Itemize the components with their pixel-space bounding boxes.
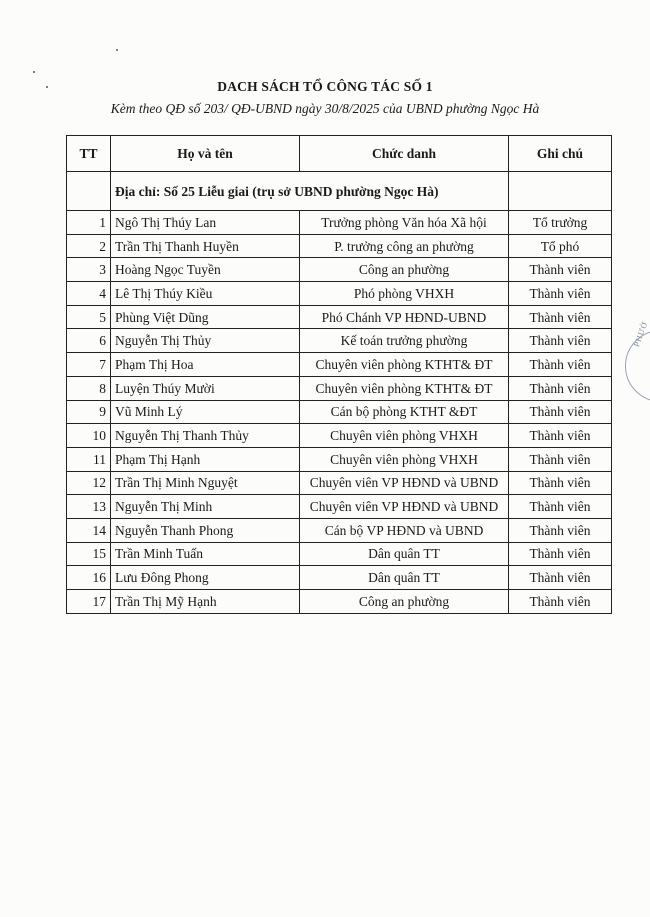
cell-name: Trần Thị Minh Nguyệt xyxy=(111,471,300,495)
stamp-text: PHƯỜ xyxy=(632,320,650,349)
cell-name: Phạm Thị Hạnh xyxy=(111,447,300,471)
table-header-row xyxy=(67,136,612,172)
cell-name: Lưu Đông Phong xyxy=(111,566,300,590)
cell-role: Trưởng phòng Văn hóa Xã hội xyxy=(300,211,509,235)
cell-role: Chuyên viên phòng VHXH xyxy=(300,424,509,448)
table-row xyxy=(67,376,612,400)
address-text: Địa chỉ: Số 25 Liễu giai (trụ sở UBND phường Ngọc Hà) xyxy=(111,172,509,211)
cell-tt: 4 xyxy=(67,282,111,306)
table-row xyxy=(67,329,612,353)
cell-role: Công an phường xyxy=(300,590,509,614)
cell-role: Phó Chánh VP HĐND-UBND xyxy=(300,305,509,329)
scan-speck xyxy=(33,71,35,73)
cell-note: Tổ trưởng xyxy=(509,211,612,235)
cell-tt: 8 xyxy=(67,376,111,400)
address-empty-cell xyxy=(67,172,111,211)
header-name: Họ và tên xyxy=(111,136,300,172)
table-row xyxy=(67,258,612,282)
cell-name: Nguyễn Thị Thủy xyxy=(111,329,300,353)
cell-name: Nguyễn Thanh Phong xyxy=(111,518,300,542)
cell-note: Thành viên xyxy=(509,447,612,471)
header-note: Ghi chú xyxy=(509,136,612,172)
cell-tt: 7 xyxy=(67,353,111,377)
cell-note: Tổ phó xyxy=(509,234,612,258)
cell-role: Dân quân TT xyxy=(300,542,509,566)
cell-tt: 17 xyxy=(67,590,111,614)
member-table xyxy=(66,135,612,614)
cell-note: Thành viên xyxy=(509,376,612,400)
address-empty-note xyxy=(509,172,612,211)
cell-tt: 3 xyxy=(67,258,111,282)
cell-name: Trần Thị Thanh Huyền xyxy=(111,234,300,258)
table-row xyxy=(67,234,612,258)
header-role: Chức danh xyxy=(300,136,509,172)
cell-tt: 12 xyxy=(67,471,111,495)
cell-note: Thành viên xyxy=(509,471,612,495)
table-row xyxy=(67,542,612,566)
cell-tt: 2 xyxy=(67,234,111,258)
table-row xyxy=(67,518,612,542)
cell-note: Thành viên xyxy=(509,590,612,614)
cell-name: Trần Thị Mỹ Hạnh xyxy=(111,590,300,614)
cell-name: Luyện Thúy Mười xyxy=(111,376,300,400)
table-row xyxy=(67,282,612,306)
cell-note: Thành viên xyxy=(509,495,612,519)
cell-role: Chuyên viên phòng VHXH xyxy=(300,447,509,471)
cell-role: Cán bộ VP HĐND và UBND xyxy=(300,518,509,542)
cell-role: Chuyên viên VP HĐND và UBND xyxy=(300,471,509,495)
document-subtitle: Kèm theo QĐ số 203/ QĐ-UBND ngày 30/8/2025 của UBND phường Ngọc Hà xyxy=(110,101,540,116)
cell-role: Phó phòng VHXH xyxy=(300,282,509,306)
table-row xyxy=(67,424,612,448)
cell-note: Thành viên xyxy=(509,353,612,377)
table-row xyxy=(67,566,612,590)
cell-role: Công an phường xyxy=(300,258,509,282)
table-row xyxy=(67,211,612,235)
address-row xyxy=(67,172,612,211)
cell-tt: 1 xyxy=(67,211,111,235)
cell-tt: 16 xyxy=(67,566,111,590)
cell-name: Ngô Thị Thúy Lan xyxy=(111,211,300,235)
cell-role: Chuyên viên VP HĐND và UBND xyxy=(300,495,509,519)
cell-name: Nguyễn Thị Thanh Thủy xyxy=(111,424,300,448)
cell-name: Vũ Minh Lý xyxy=(111,400,300,424)
cell-note: Thành viên xyxy=(509,542,612,566)
cell-name: Phùng Việt Dũng xyxy=(111,305,300,329)
cell-role: Dân quân TT xyxy=(300,566,509,590)
table-row xyxy=(67,471,612,495)
table-row xyxy=(67,353,612,377)
cell-name: Phạm Thị Hoa xyxy=(111,353,300,377)
table-row xyxy=(67,400,612,424)
scan-speck xyxy=(116,49,118,51)
document-title: DACH SÁCH TỔ CÔNG TÁC SỐ 1 xyxy=(217,79,433,94)
cell-name: Hoàng Ngọc Tuyền xyxy=(111,258,300,282)
cell-note: Thành viên xyxy=(509,400,612,424)
cell-role: Chuyên viên phòng KTHT& ĐT xyxy=(300,353,509,377)
table-row xyxy=(67,447,612,471)
table-row xyxy=(67,305,612,329)
cell-name: Lê Thị Thúy Kiều xyxy=(111,282,300,306)
header-tt: TT xyxy=(67,136,111,172)
cell-tt: 6 xyxy=(67,329,111,353)
table-row xyxy=(67,495,612,519)
cell-name: Trần Minh Tuấn xyxy=(111,542,300,566)
cell-tt: 9 xyxy=(67,400,111,424)
cell-name: Nguyễn Thị Minh xyxy=(111,495,300,519)
cell-tt: 11 xyxy=(67,447,111,471)
cell-note: Thành viên xyxy=(509,305,612,329)
cell-note: Thành viên xyxy=(509,566,612,590)
cell-role: Chuyên viên phòng KTHT& ĐT xyxy=(300,376,509,400)
cell-tt: 5 xyxy=(67,305,111,329)
cell-role: P. trưởng công an phường xyxy=(300,234,509,258)
cell-tt: 15 xyxy=(67,542,111,566)
cell-note: Thành viên xyxy=(509,258,612,282)
cell-note: Thành viên xyxy=(509,518,612,542)
cell-tt: 14 xyxy=(67,518,111,542)
cell-note: Thành viên xyxy=(509,282,612,306)
cell-tt: 13 xyxy=(67,495,111,519)
cell-role: Cán bộ phòng KTHT &ĐT xyxy=(300,400,509,424)
cell-note: Thành viên xyxy=(509,329,612,353)
cell-role: Kế toán trưởng phường xyxy=(300,329,509,353)
cell-tt: 10 xyxy=(67,424,111,448)
cell-note: Thành viên xyxy=(509,424,612,448)
table-row xyxy=(67,590,612,614)
